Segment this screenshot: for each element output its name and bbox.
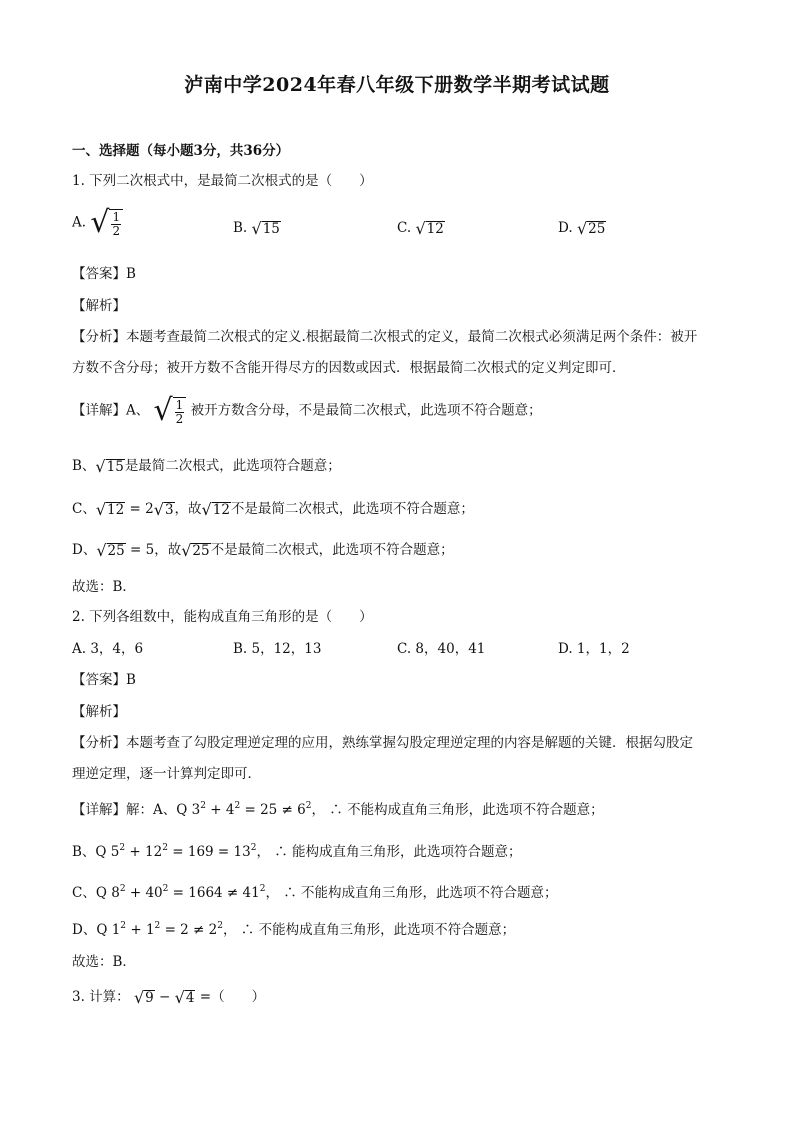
q3-stem: 3. 计算： √9 − √4 =（ ） [72, 987, 266, 1007]
q2-answer: 【答案】B [72, 672, 136, 688]
q1-option-a: A. √ $\frac{1}{2}$ [72, 208, 123, 238]
q2-option-c: C. 8，40，41 [397, 641, 486, 657]
q1-answer: 【答案】B [72, 266, 136, 282]
q2-analysis-line2: 理逆定理，逐一计算判定即可． [72, 766, 261, 782]
q1-conclusion: 故选：B． [72, 579, 136, 595]
q1-detail-b: B、√15是最简二次根式，此选项符合题意； [72, 456, 341, 476]
q2-detail-a: 【详解】解：A、Q $3^2 + 4^2 = 25 \ne 6^2$， ∴ 不能构成直角三角形，此选项不符合题意； [72, 801, 604, 818]
q2-option-b: B. 5，12，13 [233, 641, 322, 657]
q2-detail-d: D、Q $1^2 + 1^2 = 2 \ne 2^2$， ∴ 不能构成直角三角形，此选项不符合题意； [72, 921, 516, 938]
q1-option-d: D. √25 [558, 218, 606, 238]
q2-conclusion: 故选：B． [72, 954, 136, 970]
q1-stem: 1. 下列二次根式中，是最简二次根式的是（ ） [72, 173, 373, 189]
q1-analysis-tag: 【解析】 [72, 298, 126, 314]
section-heading: 一、选择题（每小题3分，共36分） [72, 143, 290, 159]
q1-detail-c: C、√12 = 2√3，故√12不是最简二次根式，此选项不符合题意； [72, 499, 474, 519]
page-title: 泸南中学2024年春八年级下册数学半期考试试题 [184, 74, 610, 96]
q2-detail-b: B、Q $5^2 + 12^2 = 169 = 13^2$， ∴ 能构成直角三角形，此选项符合题意； [72, 843, 522, 860]
q2-analysis-line1: 【分析】本题考查了勾股定理逆定理的应用，熟练掌握勾股定理逆定理的内容是解题的关键．根据勾股定 [72, 735, 693, 751]
q1-analysis-line2: 方数不含分母；被开方数不含能开得尽方的因数或因式．根据最简二次根式的定义判定即可． [72, 360, 626, 376]
q2-analysis-tag: 【解析】 [72, 704, 126, 720]
sqrt-one-half: √ $\frac{1}{2}$ [90, 208, 123, 238]
q1-detail-a: 【详解】A、 √ $\frac{1}{2}$ 被开方数含分母，不是最简二次根式，此选项不符合题意； [72, 393, 542, 428]
q1-detail-d: D、√25 = 5，故√25不是最简二次根式，此选项不符合题意； [72, 540, 454, 560]
q2-detail-c: C、Q $8^2 + 40^2 = 1664 \ne 41^2$， ∴ 不能构成直角三角形，此选项不符合题意； [72, 884, 558, 901]
q1-option-b: B. √15 [233, 218, 280, 238]
q2-option-a: A. 3，4，6 [72, 641, 144, 657]
q2-stem: 2. 下列各组数中，能构成直角三角形的是（ ） [72, 609, 373, 625]
q2-option-d: D. 1，1，2 [558, 641, 630, 657]
q1-analysis-line1: 【分析】本题考查最简二次根式的定义.根据最简二次根式的定义，最简二次根式必须满足两个条件：被开 [72, 329, 698, 345]
q1-option-c: C. √12 [397, 218, 444, 238]
